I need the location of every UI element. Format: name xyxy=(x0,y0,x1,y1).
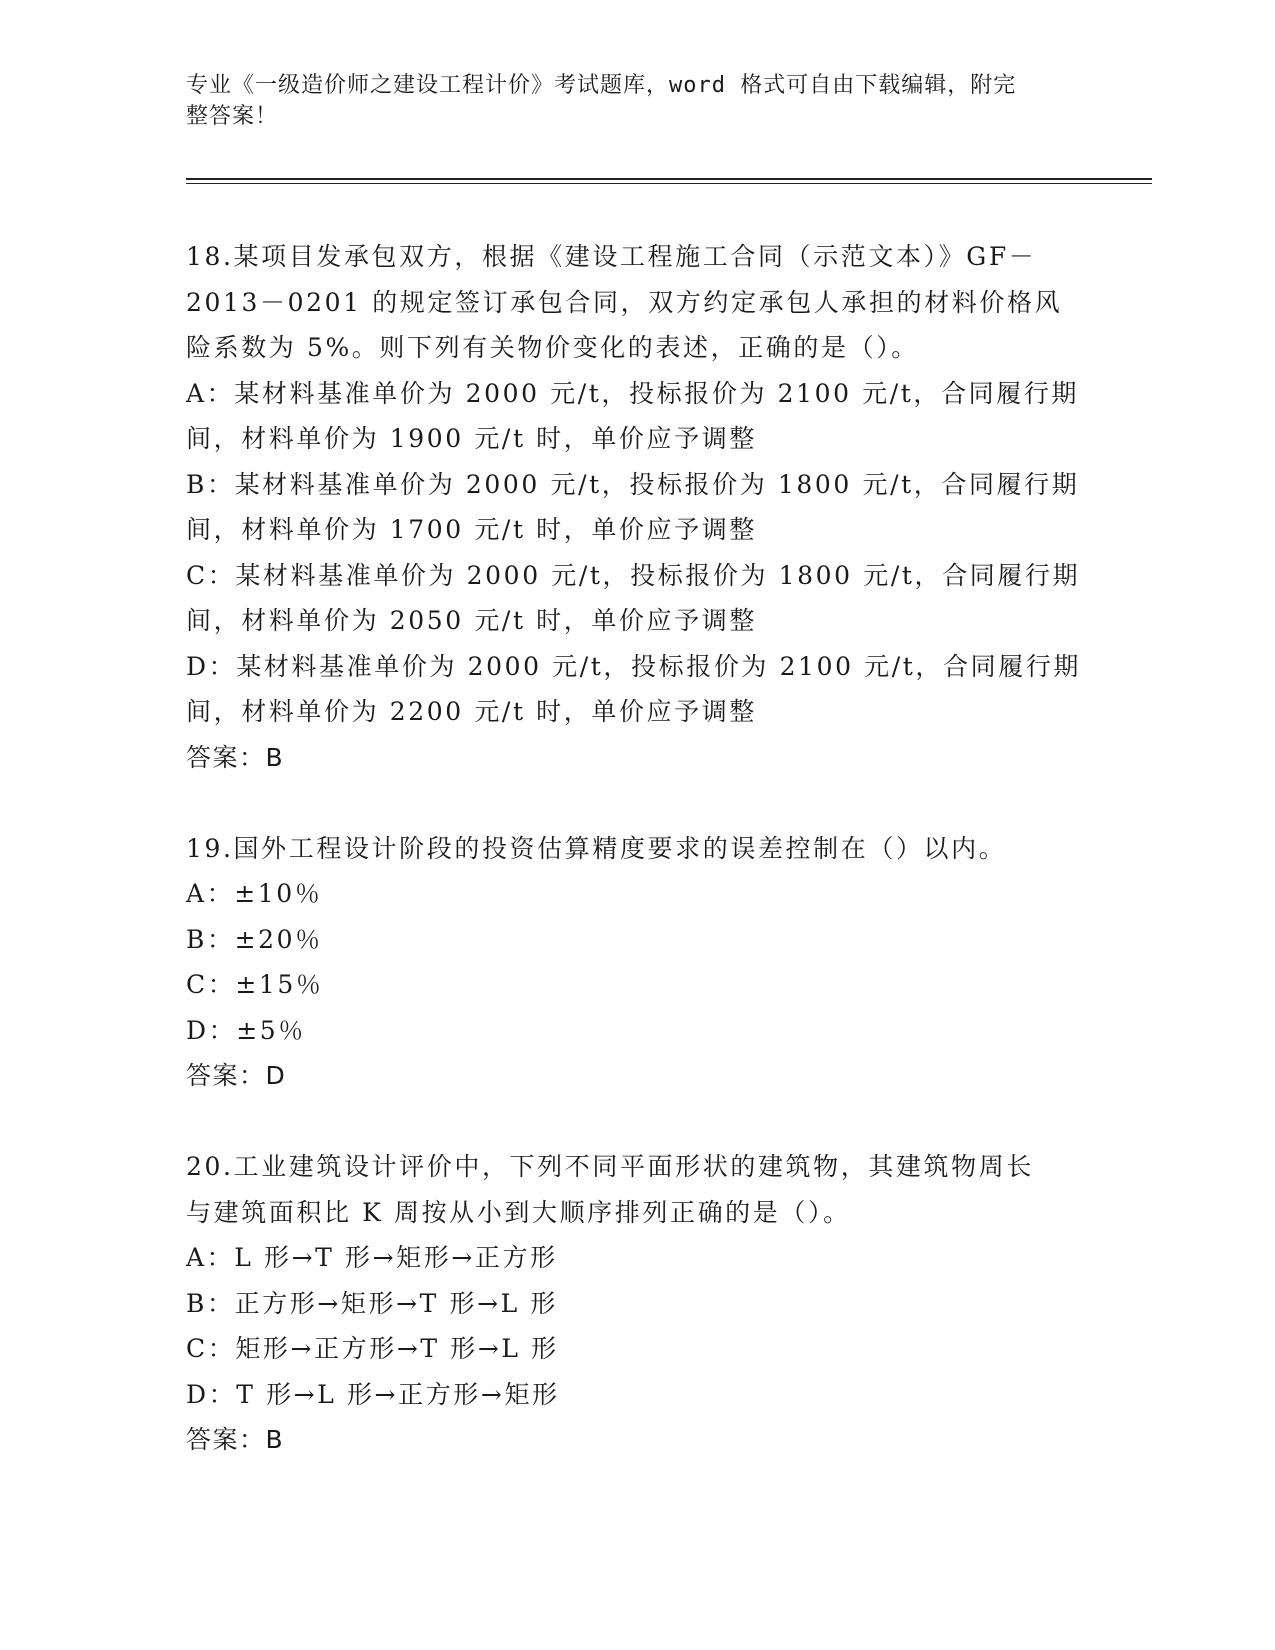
document-header xyxy=(186,70,1066,132)
option-b: B：±20％ xyxy=(186,924,323,954)
question-stem-line: 18.某项目发承包双方，根据《建设工程施工合同（示范文本）》GF－ xyxy=(186,242,1037,271)
option-a: A：±10％ xyxy=(186,879,323,908)
option-c: C：±15％ xyxy=(186,970,324,999)
question-stem-line: 险系数为 5%。则下列有关物价变化的表述，正确的是（）。 xyxy=(186,333,919,362)
question-20 xyxy=(186,1144,1076,1463)
option-a: A：L 形→T 形→矩形→正方形 xyxy=(186,1243,558,1272)
answer-label: 答案：D xyxy=(186,1061,287,1090)
question-19 xyxy=(186,826,1076,1099)
option-c-line-2: 间，材料单价为 2050 元/t 时，单价应予调整 xyxy=(186,606,757,635)
header-line-1: 专业《一级造价师之建设工程计价》考试题库，word 格式可自由下载编辑，附完 xyxy=(186,73,1017,98)
question-stem-line: 与建筑面积比 K 周按从小到大顺序排列正确的是（）。 xyxy=(186,1197,851,1227)
option-a-line-2: 间，材料单价为 1900 元/t 时，单价应予调整 xyxy=(186,424,757,453)
option-d: D：T 形→L 形→正方形→矩形 xyxy=(186,1379,560,1409)
answer-label: 答案：B xyxy=(186,742,285,772)
option-b-line-2: 间，材料单价为 1700 元/t 时，单价应予调整 xyxy=(186,515,757,544)
header-divider-top xyxy=(186,178,1152,180)
option-d: D：±5％ xyxy=(186,1015,306,1045)
option-d-line-2: 间，材料单价为 2200 元/t 时，单价应予调整 xyxy=(186,697,757,726)
option-c-line-1: C：某材料基准单价为 2000 元/t，投标报价为 1800 元/t，合同履行期 xyxy=(186,560,1081,590)
header-line-2: 整答案！ xyxy=(186,104,279,129)
question-stem-line: 20.工业建筑设计评价中，下列不同平面形状的建筑物，其建筑物周长 xyxy=(186,1152,1034,1181)
question-stem-line: 2013－0201 的规定签订承包合同，双方约定承包人承担的材料价格风 xyxy=(186,287,1063,317)
question-list xyxy=(186,234,1082,1463)
option-d-line-1: D：某材料基准单价为 2000 元/t，投标报价为 2100 元/t，合同履行期 xyxy=(186,651,1082,681)
question-stem-line: 19.国外工程设计阶段的投资估算精度要求的误差控制在（）以内。 xyxy=(186,833,1007,863)
option-b: B：正方形→矩形→T 形→L 形 xyxy=(186,1288,558,1318)
question-18 xyxy=(186,234,1082,780)
header-divider-bottom xyxy=(186,183,1152,184)
option-b-line-1: B：某材料基准单价为 2000 元/t，投标报价为 1800 元/t，合同履行期 xyxy=(186,469,1080,499)
option-c: C：矩形→正方形→T 形→L 形 xyxy=(186,1334,559,1363)
option-a-line-1: A：某材料基准单价为 2000 元/t，投标报价为 2100 元/t，合同履行期 xyxy=(186,378,1080,408)
answer-label: 答案：B xyxy=(186,1425,285,1454)
